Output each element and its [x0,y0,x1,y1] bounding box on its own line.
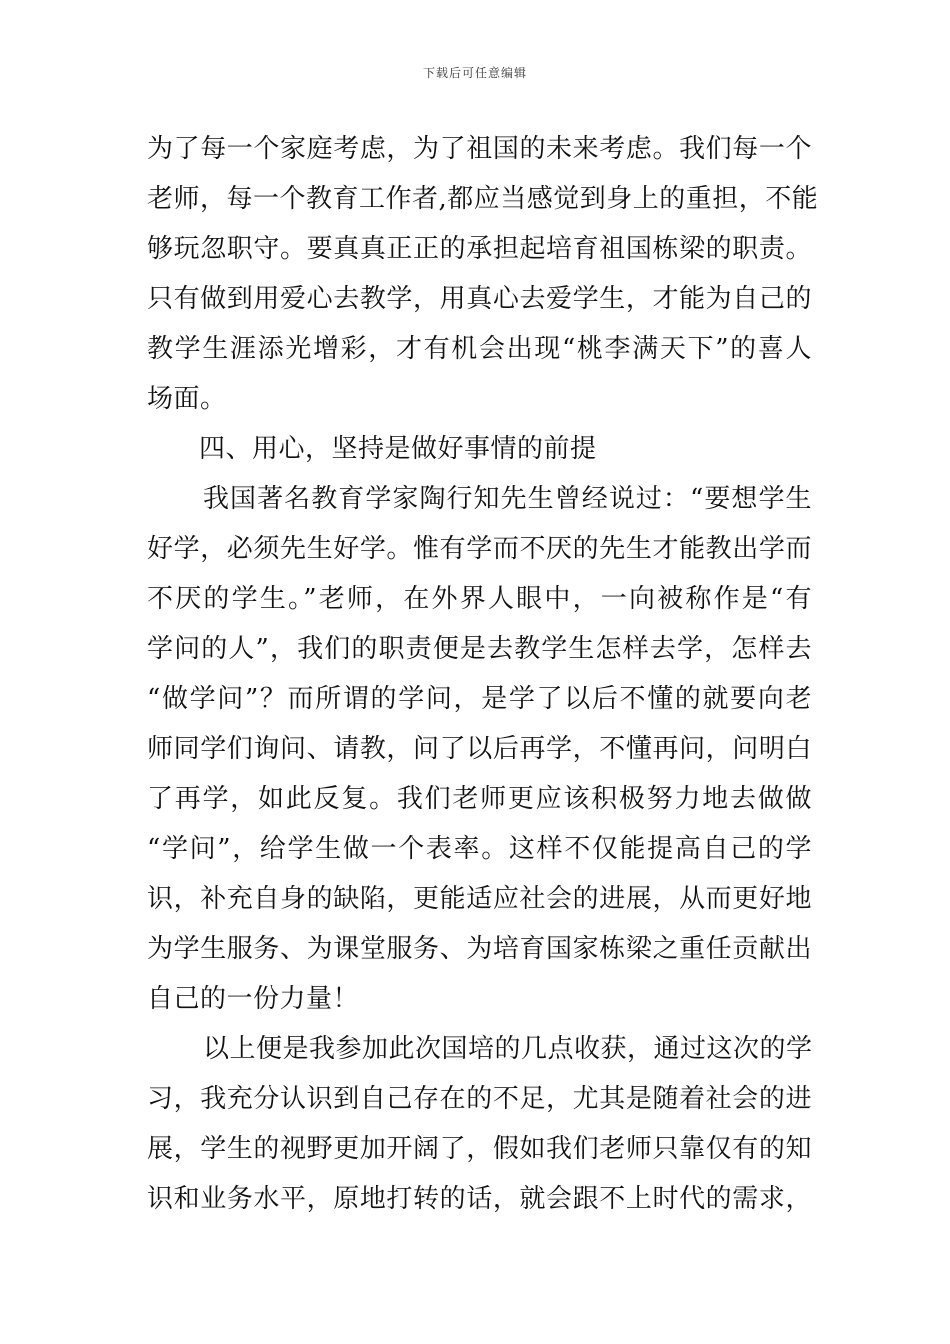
text-line: 师同学们询问、请教，问了以后再学，不懂再问，问明白 [147,734,812,764]
text-line: “做学问”？而所谓的学问，是学了以后不懂的就要向老 [147,684,812,714]
text-line: 习，我充分认识到自己存在的不足，尤其是随着社会的进 [147,1084,812,1114]
text-line: 只有做到用爱心去教学，用真心去爱学生，才能为自己的 [147,284,812,314]
page-header: 下载后可任意编辑 [422,66,527,80]
paragraph-2 [147,474,812,1024]
paragraph-3 [147,1024,812,1224]
text-line: “学问”，给学生做一个表率。这样不仅能提高自己的学 [147,834,812,864]
text-line: 自己的一份力量！ [147,984,360,1014]
text-line: 为了每一个家庭考虑，为了祖国的未来考虑。我们每一个 [147,134,812,164]
paragraph-1 [147,124,819,424]
text-line: 教学生涯添光增彩，才有机会出现“桃李满天下”的喜人 [147,334,812,364]
text-line: 识，补充自身的缺陷，更能适应社会的进展，从而更好地 [147,884,812,914]
text-line: 好学，必须先生好学。惟有学而不厌的先生才能教出学而 [147,534,812,564]
heading-line: 四、用心，坚持是做好事情的前提 [199,434,597,464]
section-heading [147,424,812,474]
text-line: 展，学生的视野更加开阔了，假如我们老师只靠仅有的知 [147,1134,812,1164]
text-line: 为学生服务、为课堂服务、为培育国家栋梁之重任贡献出 [147,934,812,964]
text-line: 了再学，如此反复。我们老师更应该积极努力地去做做 [147,784,812,814]
text-line: 场面。 [147,384,227,414]
text-line: 不厌的学生。”老师，在外界人眼中，一向被称作是“有 [147,584,812,614]
text-line: 老师，每一个教育工作者,都应当感觉到身上的重担，不能 [147,184,819,214]
text-line: 够玩忽职守。要真真正正的承担起培育祖国栋梁的职责。 [147,234,812,264]
document-body [147,124,819,1224]
text-line: 学问的人”，我们的职责便是去教学生怎样去学，怎样去 [147,634,812,664]
text-line: 以上便是我参加此次国培的几点收获，通过这次的学 [203,1034,813,1064]
text-line: 我国著名教育学家陶行知先生曾经说过：“要想学生 [203,484,812,514]
text-line: 识和业务水平，原地打转的话，就会跟不上时代的需求， [147,1184,812,1214]
